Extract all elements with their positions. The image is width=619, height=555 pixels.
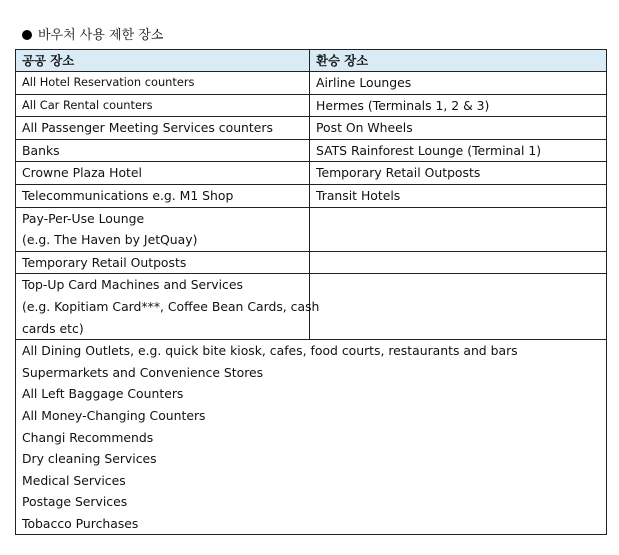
common-place-line: Dry cleaning Services: [22, 451, 157, 467]
public-place-cell: [16, 72, 310, 95]
public-place-cell: [16, 207, 310, 251]
public-place-cell: [16, 251, 310, 274]
common-place-line: Supermarkets and Convenience Stores: [22, 364, 264, 380]
transit-place-cell: [310, 94, 607, 117]
empty-cell: [310, 251, 607, 274]
empty-cell: [310, 274, 607, 340]
table-header-row: [16, 50, 607, 72]
common-place-line: All Dining Outlets, e.g. quick bite kiosk, cafes, food courts, restaurants and bars: [22, 343, 518, 359]
section-title: [22, 27, 163, 45]
header-transit-places: 환승 장소: [310, 50, 607, 72]
transit-place-line: Temporary Retail Outposts: [316, 165, 481, 181]
common-place-line: All Money-Changing Counters: [22, 407, 206, 423]
public-place-cell: [16, 274, 320, 340]
table-row: [16, 274, 607, 340]
table-row: [16, 139, 607, 162]
table-row: [16, 184, 607, 207]
table-row: [16, 72, 607, 95]
public-place-line: (e.g. Kopitiam Card***, Coffee Bean Cards, cash: [22, 298, 320, 314]
public-place-line: All Hotel Reservation counters: [22, 75, 195, 89]
table-row: [16, 207, 607, 251]
public-place-line: Pay-Per-Use Lounge: [22, 210, 145, 226]
common-place-line: Tobacco Purchases: [22, 515, 139, 531]
header-public-places: 공공 장소: [16, 50, 310, 72]
transit-place-line: Post On Wheels: [316, 120, 413, 136]
common-place-line: Postage Services: [22, 494, 128, 510]
transit-place-line: Airline Lounges: [316, 75, 412, 90]
transit-place-cell: [310, 162, 607, 185]
public-place-line: All Car Rental counters: [22, 97, 153, 112]
voucher-restriction-table: [15, 49, 607, 535]
common-place-line: All Left Baggage Counters: [22, 386, 184, 402]
transit-place-line: SATS Rainforest Lounge (Terminal 1): [316, 142, 542, 158]
section-title-text: 바우처 사용 제한 장소: [38, 28, 164, 43]
public-place-line: cards etc): [22, 320, 84, 336]
public-place-cell: [16, 184, 310, 207]
table-row: [16, 117, 607, 140]
public-place-line: Temporary Retail Outposts: [22, 254, 187, 270]
common-place-line: Medical Services: [22, 472, 126, 488]
public-place-line: Crowne Plaza Hotel: [22, 165, 142, 181]
transit-place-cell: [310, 139, 607, 162]
public-place-cell: [16, 117, 310, 140]
transit-place-cell: [310, 184, 607, 207]
transit-place-line: Hermes (Terminals 1, 2 & 3): [316, 97, 490, 113]
empty-cell: [310, 207, 607, 251]
public-place-line: Telecommunications e.g. M1 Shop: [22, 187, 234, 203]
common-place-line: Changi Recommends: [22, 429, 154, 445]
public-place-line: Top-Up Card Machines and Services: [22, 277, 243, 293]
transit-place-cell: [310, 117, 607, 140]
transit-place-cell: [310, 72, 607, 95]
common-places-row: [16, 340, 607, 535]
public-place-cell: [16, 162, 310, 185]
public-place-line: Banks: [22, 142, 60, 158]
table-row: [16, 251, 607, 274]
public-place-line: (e.g. The Haven by JetQuay): [22, 232, 198, 248]
transit-place-line: Transit Hotels: [316, 187, 401, 203]
bullet-icon: [22, 30, 32, 40]
public-place-cell: [16, 139, 310, 162]
table-row: [16, 94, 607, 117]
common-places-cell: [16, 340, 607, 535]
table-row: [16, 162, 607, 185]
public-place-cell: [16, 94, 310, 117]
public-place-line: All Passenger Meeting Services counters: [22, 120, 273, 136]
